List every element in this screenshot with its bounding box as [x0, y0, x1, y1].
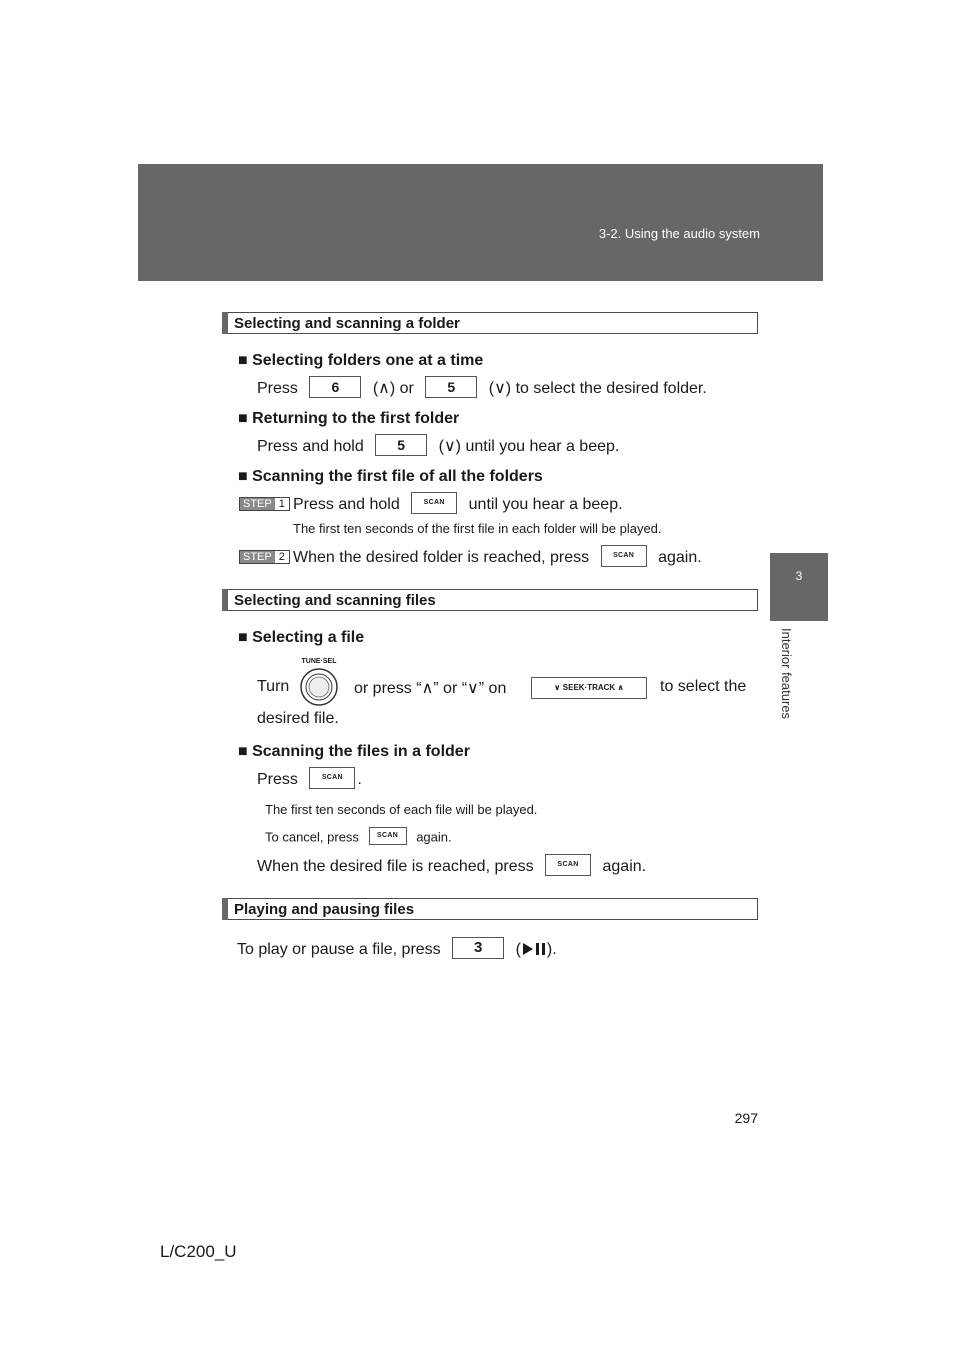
instruction-line: desired file. — [257, 710, 339, 727]
instruction-line: Press and hold 5 (∨) until you hear a beep. — [257, 436, 619, 458]
chapter-number: 3 — [795, 569, 803, 583]
bullet-select-file: ■ Selecting a file — [238, 629, 365, 646]
instruction-line: Turn — [257, 678, 290, 695]
header-band — [138, 164, 823, 281]
bullet-scan-first-file: ■ Scanning the first file of all the folders — [238, 468, 543, 485]
bullet-scan-files-folder: ■ Scanning the files in a folder — [238, 743, 470, 760]
step-1-badge: STEP 1 — [239, 497, 290, 511]
note-text: The first ten seconds of each file will be played. — [265, 802, 538, 817]
step-2-text: When the desired folder is reached, press SCAN again. — [293, 547, 702, 569]
step-2-badge: STEP 2 — [239, 550, 290, 564]
section-heading-folder — [222, 312, 758, 334]
play-pause-icon — [521, 942, 547, 956]
chapter-tab — [770, 553, 828, 621]
chapter-tab-label: Interior features — [779, 628, 794, 720]
section-title: Playing and pausing files — [234, 901, 415, 918]
page-number: 297 — [734, 1110, 758, 1126]
section-heading-files — [222, 589, 758, 611]
button-3-icon: 3 — [452, 937, 504, 959]
button-6-icon: 6 — [309, 376, 361, 398]
tune-sel-knob-icon — [298, 658, 340, 708]
scan-button-icon: SCAN — [411, 492, 457, 514]
instruction-line: to select the — [660, 678, 747, 695]
knob-label: TUNE·SEL — [301, 658, 337, 665]
instruction-line: Press SCAN . — [257, 769, 362, 791]
chapter-title: 3-2. Using the audio system — [598, 226, 760, 241]
instruction-line: When the desired file is reached, press SCAN again. — [257, 856, 646, 878]
step-1-note: The first ten seconds of the first file in each folder will be played. — [293, 521, 662, 536]
scan-button-icon: SCAN — [545, 854, 591, 876]
button-5-icon: 5 — [425, 376, 477, 398]
bullet-select-folders: ■ Selecting folders one at a time — [238, 352, 484, 369]
instruction-line: Press 6 (∧) or 5 (∨) to select the desired folder. — [257, 378, 707, 400]
document-code: L/C200_U — [160, 1242, 237, 1261]
section-heading-play — [222, 898, 758, 920]
knob-graphic — [298, 667, 340, 709]
scan-button-icon: SCAN — [369, 827, 407, 845]
step-1-text: Press and hold SCAN until you hear a beep. — [293, 494, 623, 516]
section-title: Selecting and scanning files — [234, 592, 436, 609]
scan-button-icon: SCAN — [601, 545, 647, 567]
button-5-icon: 5 — [375, 434, 427, 456]
seek-track-button-icon: ∨ SEEK·TRACK ∧ — [531, 677, 647, 699]
instruction-line: To play or pause a file, press 3 ( ). — [237, 939, 557, 959]
instruction-line: or press “∧” or “∨” on — [354, 680, 507, 697]
section-title: Selecting and scanning a folder — [234, 315, 460, 332]
scan-button-icon: SCAN — [309, 767, 355, 789]
bullet-return-first-folder: ■ Returning to the first folder — [238, 410, 460, 427]
note-text: To cancel, press SCAN again. — [265, 829, 452, 847]
